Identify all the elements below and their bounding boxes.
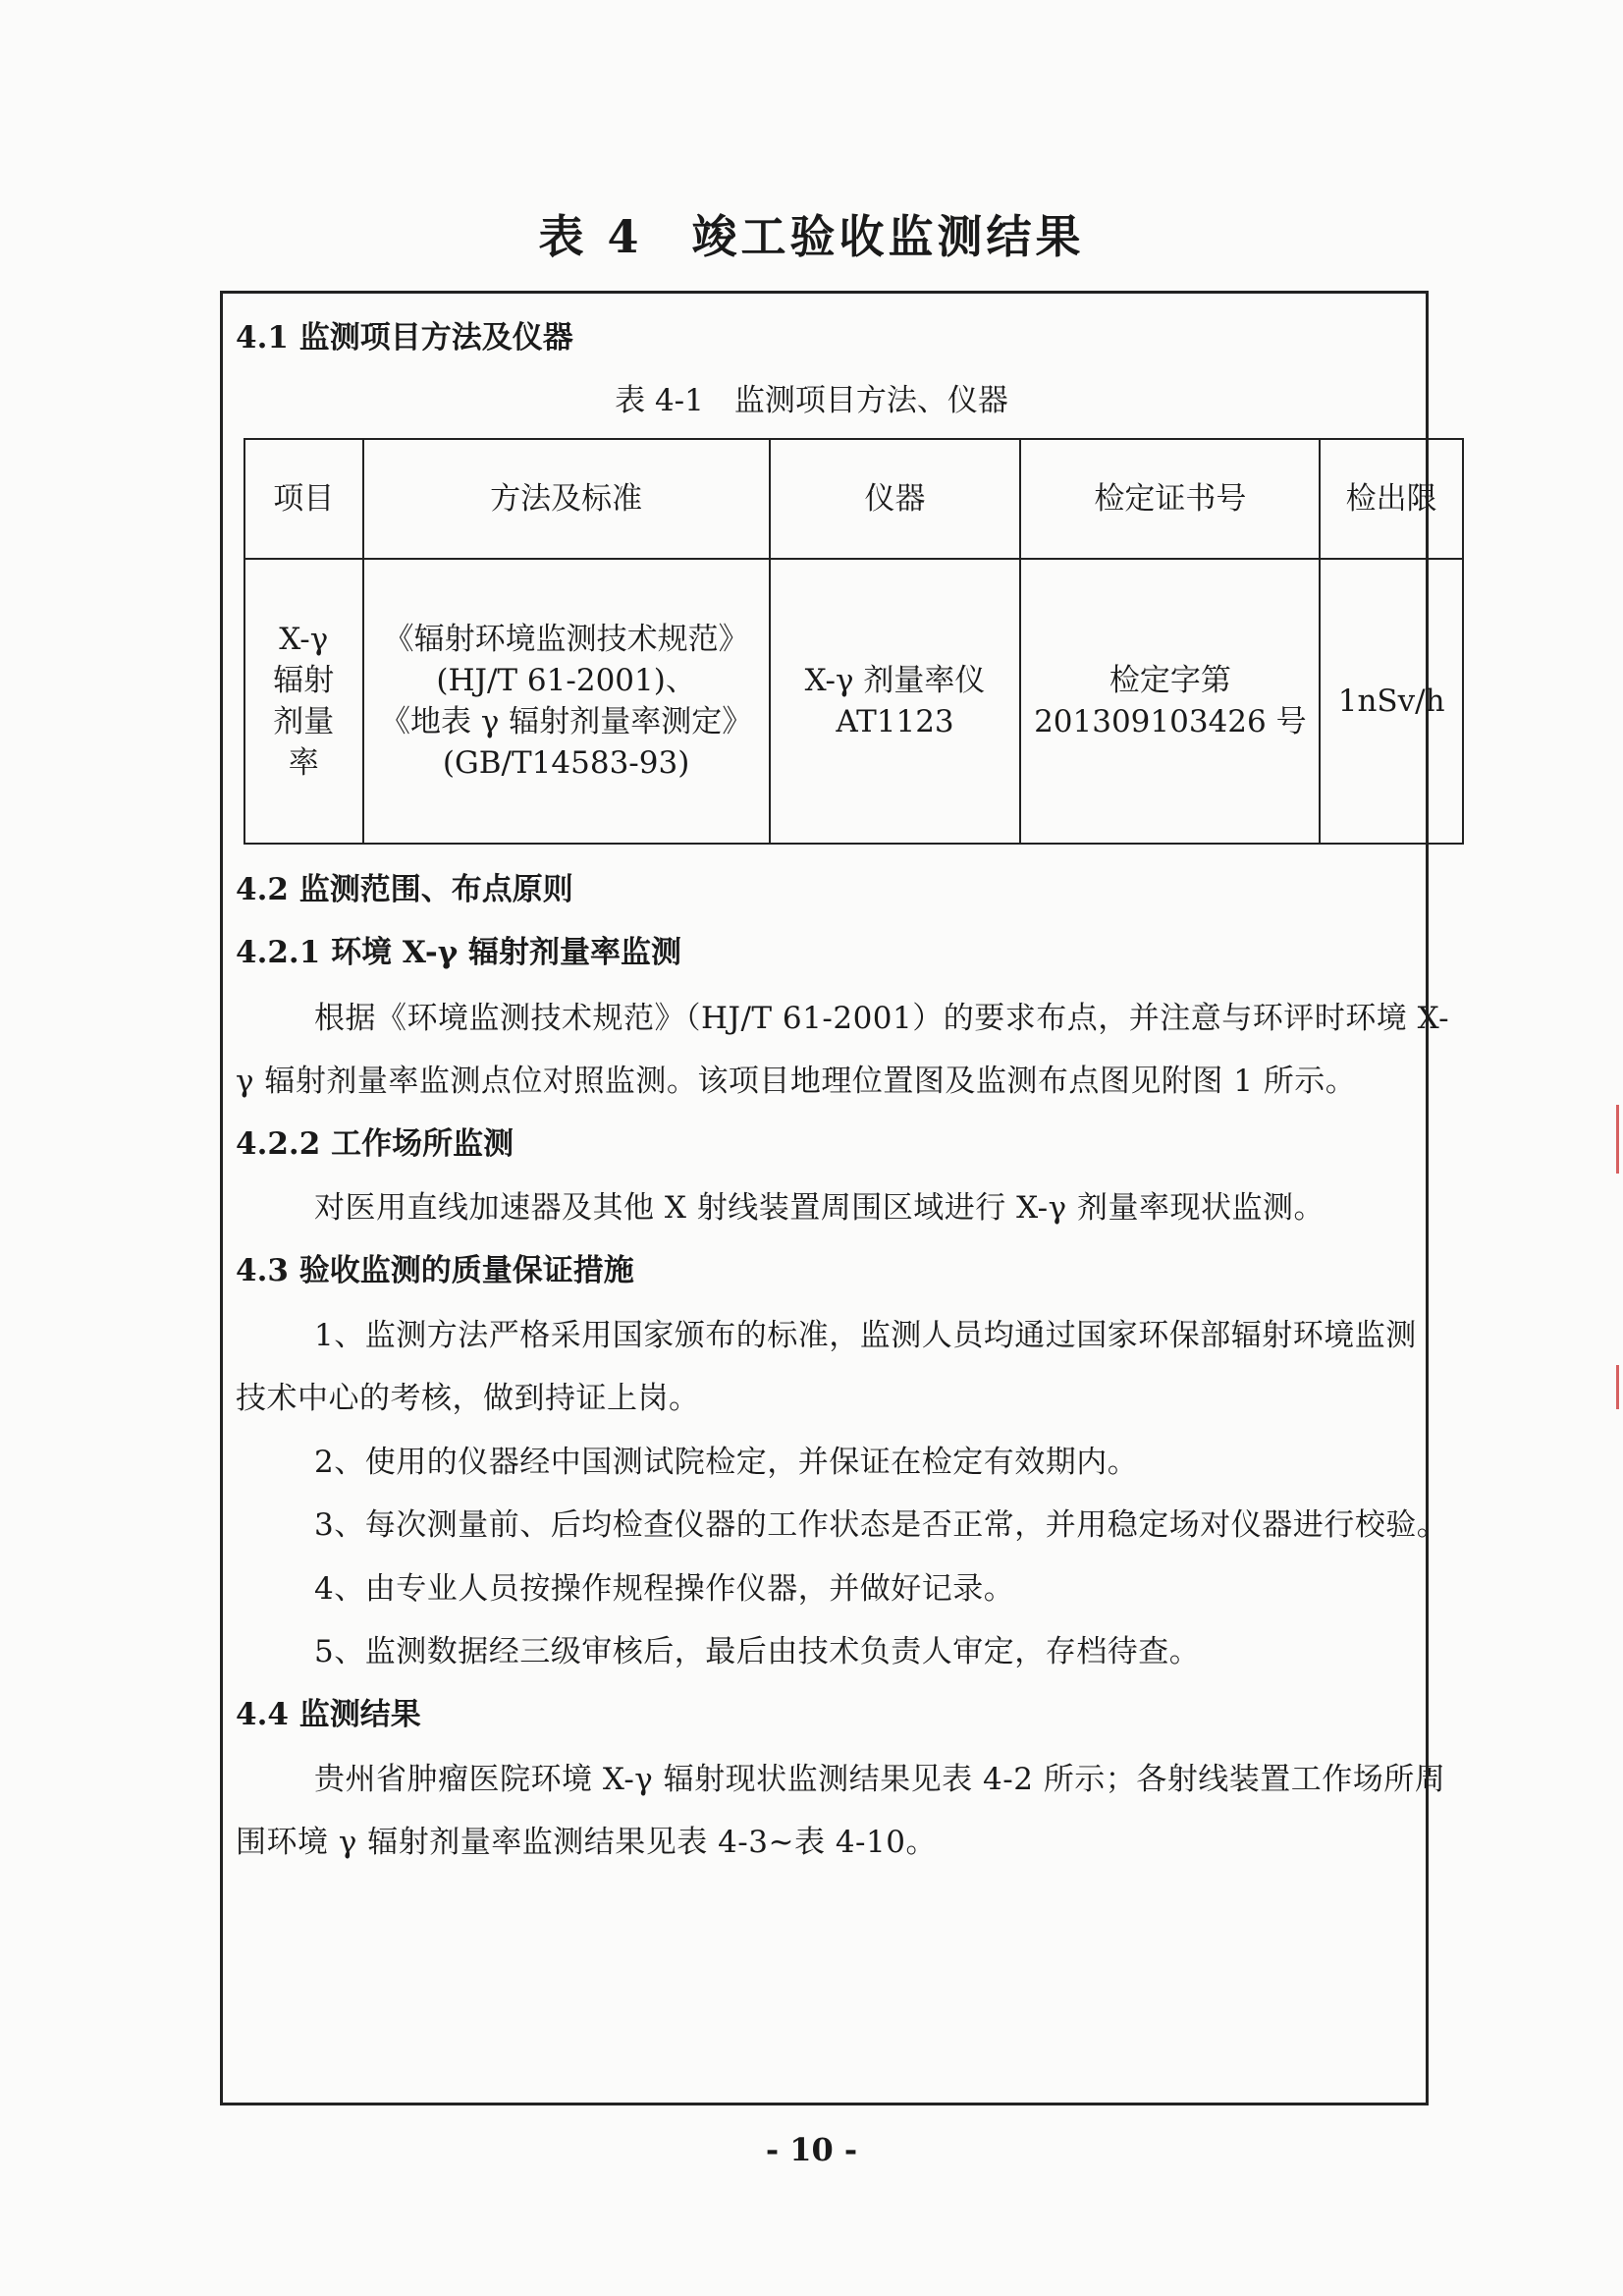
header-instrument: 仪器 [770, 439, 1021, 559]
paragraph-4-2-1-line1: 根据《环境监测技术规范》（HJ/T 61-2001）的要求布点，并注意与环评时环境 X- [314, 1001, 1450, 1036]
cell-instrument [770, 559, 1021, 844]
results-paragraph-line2: 围环境 γ 辐射剂量率监测结果见表 4-3~表 4-10。 [236, 1825, 937, 1860]
cell-instrument-line: AT1123 [836, 704, 954, 739]
section-4-2-heading: 4.2 监测范围、布点原则 [236, 872, 573, 907]
table-4-1-caption: 表 4-1 监测项目方法、仪器 [615, 383, 1008, 418]
table-row [244, 559, 1463, 844]
cell-certificate-line: 检定字第 [1109, 663, 1231, 698]
qa-item-5: 5、监测数据经三级审核后，最后由技术负责人审定，存档待查。 [314, 1634, 1201, 1669]
section-4-3-heading: 4.3 验收监测的质量保证措施 [236, 1253, 634, 1288]
qa-item-1-line2: 技术中心的考核，做到持证上岗。 [236, 1381, 700, 1416]
cell-item [244, 559, 363, 844]
cell-limit: 1nSv/h [1320, 559, 1463, 844]
qa-item-2: 2、使用的仪器经中国测试院检定，并保证在检定有效期内。 [314, 1445, 1139, 1480]
cell-certificate-line: 201309103426 号 [1034, 704, 1307, 739]
cell-item-line: X-γ [279, 622, 329, 657]
cell-item-line: 辐射 [273, 663, 335, 698]
page-number: - 10 - [765, 2131, 858, 2168]
cell-method [363, 559, 770, 844]
header-certificate: 检定证书号 [1020, 439, 1320, 559]
cell-certificate [1020, 559, 1320, 844]
paragraph-4-2-1-line2: γ 辐射剂量率监测点位对照监测。该项目地理位置图及监测布点图见附图 1 所示。 [236, 1064, 1357, 1099]
header-method: 方法及标准 [363, 439, 770, 559]
cell-method-line: (GB/T14583-93) [442, 745, 690, 781]
section-4-4-heading: 4.4 监测结果 [236, 1697, 421, 1732]
section-4-2-1-heading: 4.2.1 环境 X-γ 辐射剂量率监测 [236, 935, 681, 970]
cell-method-line: 《地表 γ 辐射剂量率测定》 [380, 704, 753, 739]
section-4-1-heading: 4.1 监测项目方法及仪器 [236, 320, 573, 355]
cell-instrument-line: X-γ 剂量率仪 [804, 663, 986, 698]
scan-edge-mark [1616, 1105, 1619, 1174]
scan-edge-mark [1616, 1365, 1619, 1409]
cell-item-line: 率 [288, 745, 319, 781]
table-header-row [244, 439, 1463, 559]
cell-item-line: 剂量 [273, 704, 335, 739]
qa-item-3: 3、每次测量前、后均检查仪器的工作状态是否正常，并用稳定场对仪器进行校验。 [314, 1507, 1448, 1543]
paragraph-4-2-2: 对医用直线加速器及其他 X 射线装置周围区域进行 X-γ 剂量率现状监测。 [314, 1190, 1325, 1226]
results-paragraph-line1: 贵州省肿瘤医院环境 X-γ 辐射现状监测结果见表 4-2 所示；各射线装置工作场所周 [314, 1762, 1446, 1797]
cell-method-line: 《辐射环境监测技术规范》 [383, 622, 749, 657]
header-item: 项目 [244, 439, 363, 559]
qa-item-1-line1: 1、监测方法严格采用国家颁布的标准，监测人员均通过国家环保部辐射环境监测 [314, 1318, 1417, 1353]
cell-method-line: (HJ/T 61-2001)、 [436, 663, 696, 698]
qa-item-4: 4、由专业人员按操作规程操作仪器，并做好记录。 [314, 1571, 1015, 1607]
method-instrument-table [243, 438, 1464, 845]
header-limit: 检出限 [1320, 439, 1463, 559]
page-title: 表 4 竣工验收监测结果 [538, 210, 1085, 263]
section-4-2-2-heading: 4.2.2 工作场所监测 [236, 1126, 514, 1162]
